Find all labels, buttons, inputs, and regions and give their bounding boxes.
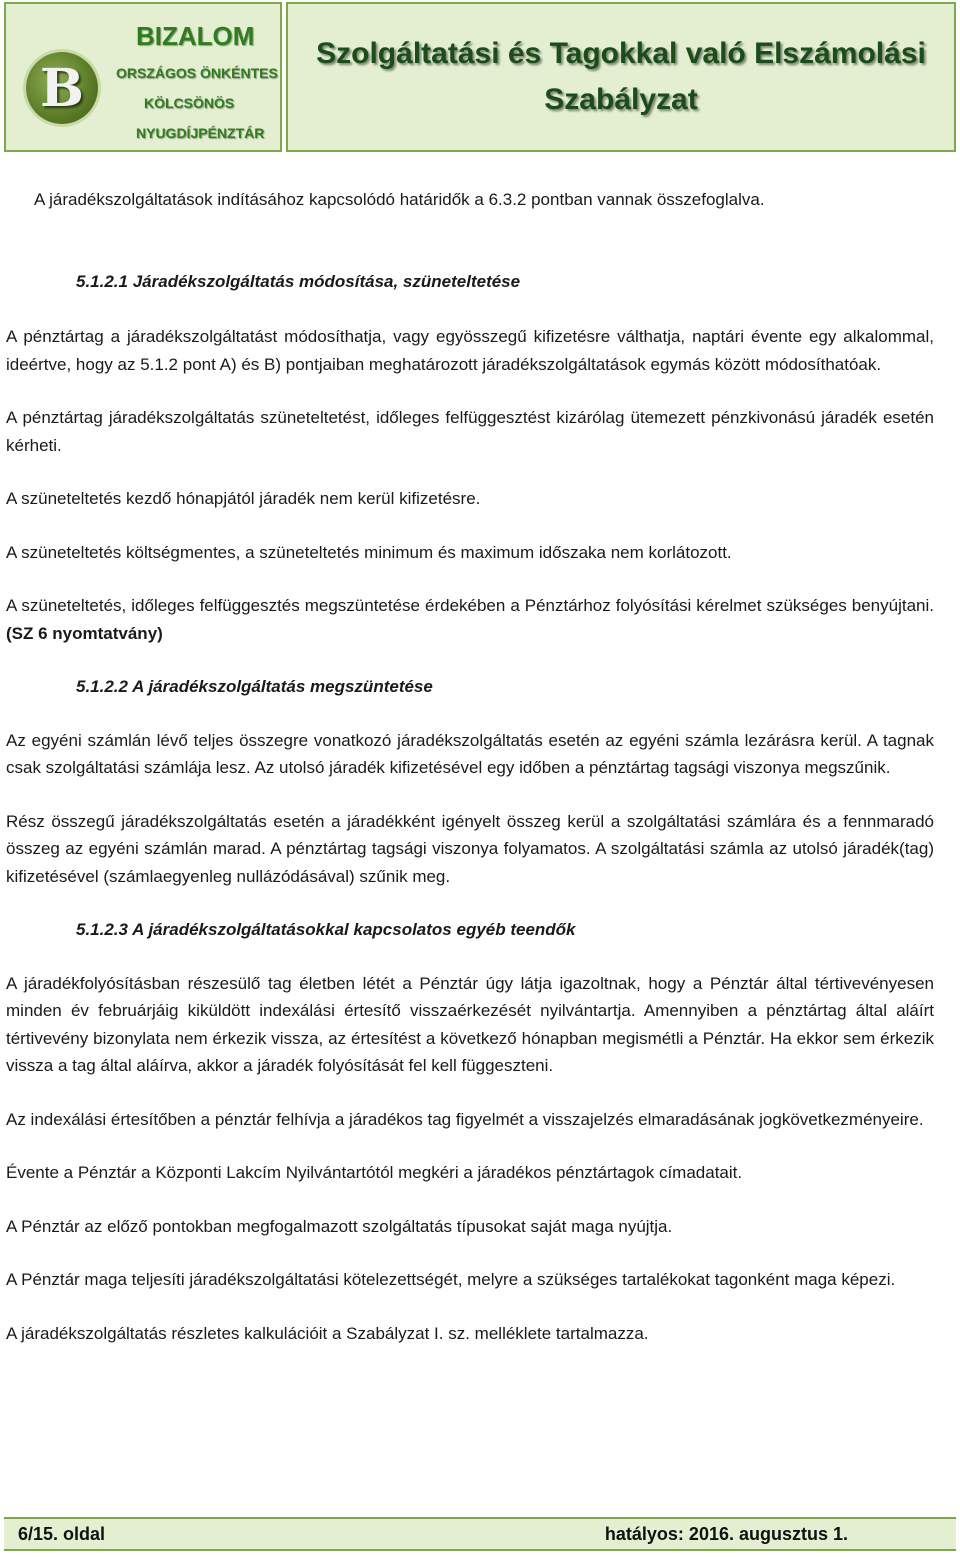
logo-emblem-icon [26,52,98,124]
paragraph-partial-amount: Rész összegű járadékszolgáltatás esetén a járadékként igényelt összeg kerül a szolgáltatási számlára és a fennmaradó összeg az egyéni számlán marad. A pénztártag tagsági viszonya folyamatos. A szolgáltatási számla az utolsó járadék(tag) kifizetésével (számlaegyenleg nullázódásával) szűnik meg. [6,811,934,886]
paragraph-modification [6,323,934,378]
logo-box [4,2,282,152]
document-title-line-1: Szolgáltatási és Tagokkal való Elszámolási [316,37,926,70]
paragraph-service-types: A Pénztár az előző pontokban megfogalmazott szolgáltatás típusokat saját maga nyújtja. [6,1216,673,1236]
paragraph-calculation: A járadékszolgáltatás részletes kalkulációit a Szabályzat I. sz. melléklete tartalmazza. [6,1323,649,1343]
logo-line-3: KÖLCSÖNÖS [144,95,235,111]
document-body [6,178,934,1347]
paragraph-suspension-cost: A szüneteltetés költségmentes, a szüneteltetés minimum és maximum időszaka nem korlátozott. [6,542,732,562]
document-title-box [286,2,956,152]
page-header [4,2,956,158]
section-heading-5-1-2-1: 5.1.2.1 Járadékszolgáltatás módosítása, szüneteltetése [76,271,521,291]
paragraph-suspension-end [6,592,934,647]
logo-line-2: ORSZÁGOS ÖNKÉNTES [116,65,278,81]
paragraph-obligation: A Pénztár maga teljesíti járadékszolgáltatási kötelezettségét, melyre a szükséges tartalékokat tagonként maga képezi. [6,1270,896,1289]
paragraph-modification-part-1: A pénztártag a járadékszolgáltatást módosíthatja, vagy egyösszegű kifizetésre válthatja, naptári évente egy alkalommal, ideértve, hogy az 5.1.2 [6,327,934,374]
paragraph-indexation: Az indexálási értesítőben a pénztár felhívja a járadékos tag figyelmét a visszajelzés elmaradásának jogkövetkezményeire. [6,1109,924,1129]
page-footer [4,1517,956,1551]
section-heading-5-1-2-3: 5.1.2.3 A járadékszolgáltatásokkal kapcsolatos egyéb teendők [76,920,576,939]
paragraph-suspension: A pénztártag járadékszolgáltatás szüneteltetést, időleges felfüggesztést kizárólag ütemezett pénzkivonású járadék esetén kérheti. [6,408,934,455]
logo-name: BIZALOM [136,21,255,51]
paragraph-suspension-start: A szüneteltetés kezdő hónapjától járadék nem kerül kifizetésre. [6,489,481,508]
document-title-line-2: Szabályzat [544,83,698,116]
page-number: 6/15. oldal [18,1523,106,1544]
logo-text [116,14,278,148]
logo-letter: B [40,57,84,119]
paragraph-suspension-end-text: A szüneteltetés, időleges felfüggesztés megszüntetése érdekében a Pénztárhoz folyósítási kérelmet szükséges benyújtani. [6,596,934,615]
logo-line-4: NYUGDÍJPÉNZTÁR [136,125,265,141]
paragraph-full-amount: Az egyéni számlán lévő teljes összegre vonatkozó járadékszolgáltatás esetén az egyéni számla lezárásra kerül. A tagnak csak szolgáltatási számlája lesz. Az utolsó járadék kifizetésével egy időben a pénztártag tagsági viszonya megszűnik. [6,730,934,777]
paragraph-intro: A járadékszolgáltatások indításához kapcsolódó határidők a 6.3.2 pontban vannak összefoglalva. [34,190,765,209]
paragraph-modification-part-2: pont A) és B) pontjaiban meghatározott járadékszolgáltatások egymás között módosíthatóak. [178,354,882,374]
paragraph-address-registry: Évente a Pénztár a Központi Lakcím Nyilvántartótól megkéri a járadékos pénztártagok címadatait. [6,1163,743,1182]
paragraph-disbursement: A járadékfolyósításban részesülő tag életben létét a Pénztár úgy látja igazoltnak, hogy a Pénztár által tértivevényesen minden év februárjáig kiküldött indexálási értesítő visszaérkezését nyilvántartja. Amennyiben a pénztártag által aláírt tértivevény bizonylata nem érkezik vissza, az értesítést a következő hónapban megismétli a Pénztár. Ha ekkor sem érkezik vissza a tag által aláírva, akkor a járadék folyósítását fel kell függeszteni. [6,973,934,1075]
form-reference: (SZ 6 nyomtatvány) [6,623,163,643]
effective-date: hatályos: 2016. augusztus 1. [604,1523,848,1544]
section-heading-5-1-2-2: 5.1.2.2 A járadékszolgáltatás megszüntetése [76,677,433,696]
